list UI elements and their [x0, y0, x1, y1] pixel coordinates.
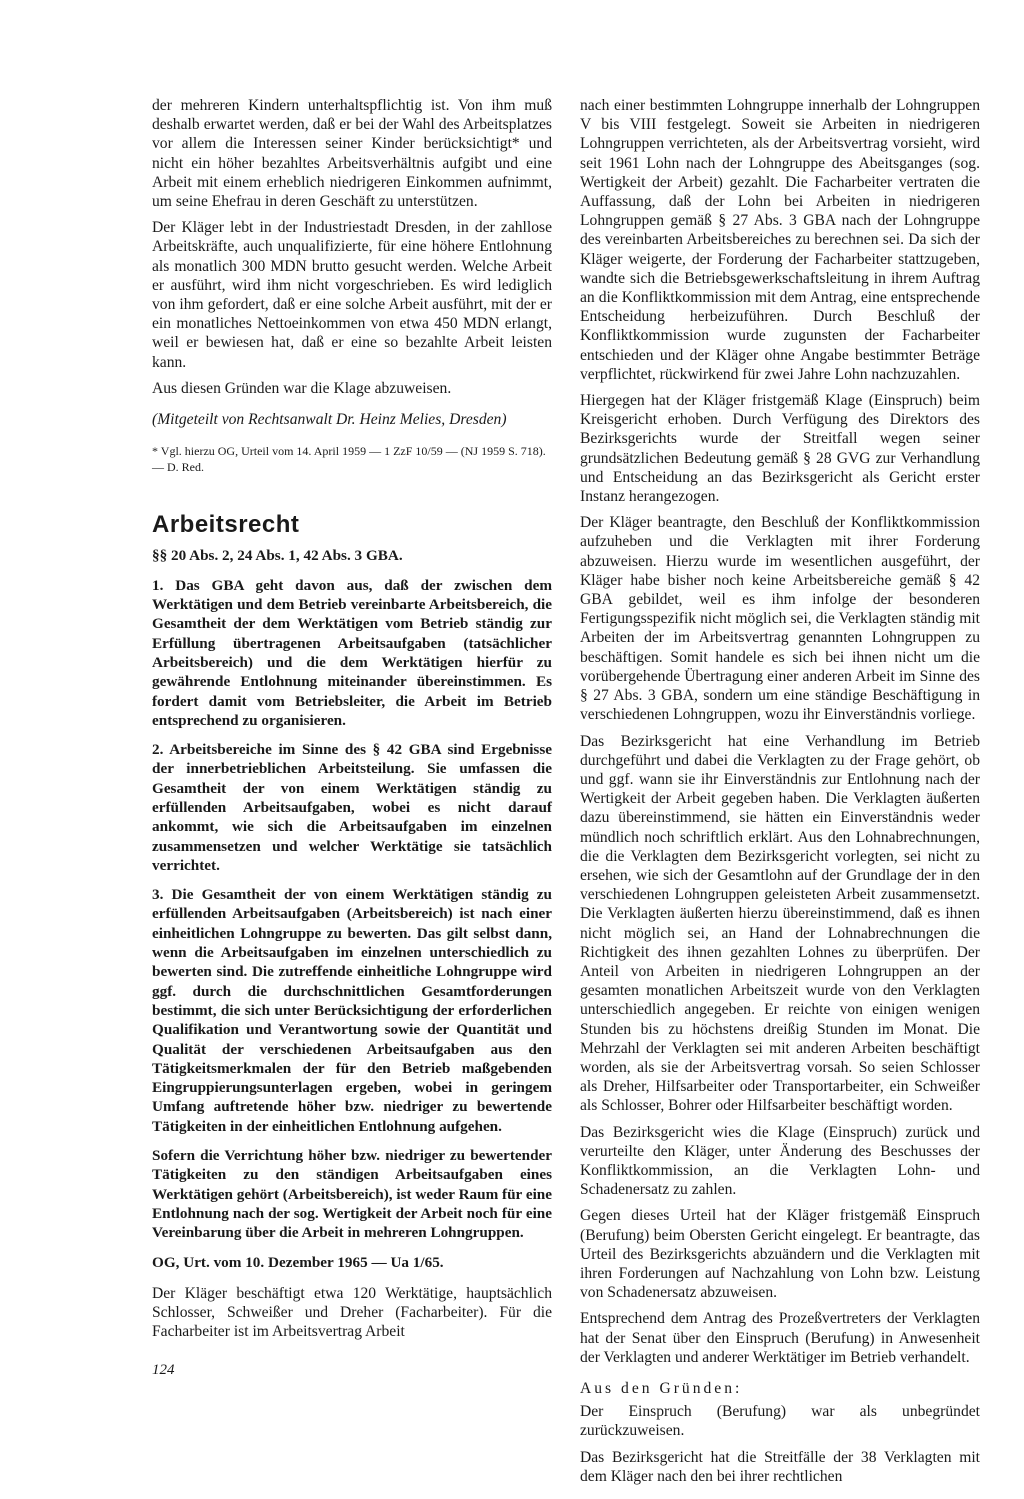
left-column	[152, 96, 552, 1348]
reasons-paragraph-1: Der Einspruch (Berufung) war als unbegründet zurückzuweisen.	[580, 1403, 980, 1440]
statute-reference: §§ 20 Abs. 2, 24 Abs. 1, 42 Abs. 3 GBA.	[152, 547, 403, 565]
case-start-paragraph: Der Kläger beschäftigt etwa 120 Werktätige, hauptsächlich Schlosser, Schweißer und Dreher (Facharbeiter). Für die Facharbeiter ist im Arbeitsvertrag Arbeit	[152, 1284, 552, 1341]
intro-paragraph-2: Der Kläger lebt in der Industriestadt Dresden, in der zahllose Arbeitskräfte, auch unqualifizierte, für eine höhere Entlohnung als monatlich 300 MDN brutto gesucht werden. Welche Arbeit er ausführt, wird ihm nicht vorgeschrieben. Es wird lediglich von ihm gefordert, daß er eine solche Arbeit ausführt, mit der er ein monatliches Nettoeinkommen von etwa 450 MDN erlangt, weil er bewiesen hat, daß er eine so bezahlte Arbeit leisten kann.	[152, 219, 552, 371]
case-citation: OG, Urt. vom 10. Dezember 1965 — Ua 1/65.	[152, 1253, 444, 1271]
headnote-3: 3. Die Gesamtheit der von einem Werktätigen ständig zu erfüllenden Arbeitsaufgaben (Arbeitsbereich) ist nach einer einheitlichen Lohngruppe zu bewerten. Das gilt selbst dann, wenn die Arbeitsaufgaben im einzelnen unterschiedlich zu bewerten sind. Die zutreffende einheitliche Lohngruppe wird ggf. durch die durchschnittlichen Gesamtforderungen bestimmt, die sich unter Berücksichtigung der erforderlichen Qualifikation und Verantwortung sowie der Quantität und Qualität der verschiedenen Arbeitsaufgaben aus den Tätigkeitsmerkmalen der für den Betrieb maßgebenden Eingruppierungsunterlagen ergeben, wobei in geringem Umfang auftretende höher bzw. niedriger zu bewertende Tätigkeiten in der einheitlichen Entlohnung aufgehen.	[152, 886, 552, 1135]
case-paragraph-7: Entsprechend dem Antrag des Prozeßvertreters der Verklagten hat der Senat über den Einspruch (Berufung) in Anwesenheit der Verklagten und anderer Werktätiger im Betrieb verhandelt.	[580, 1310, 980, 1366]
page-number: 124	[152, 1362, 175, 1378]
author-credit: (Mitgeteilt von Rechtsanwalt Dr. Heinz Melies, Dresden)	[152, 411, 507, 429]
intro-paragraph-1: der mehreren Kindern unterhaltspflichtig ist. Von ihm muß deshalb erwartet werden, daß er bei der Wahl des Arbeitsplatzes vor allem die Interessen seiner Kinder berücksichtigt* und nicht ein höher bezahltes Arbeitsverhältnis aufgibt und eine Arbeit mit einem erheblich niedrigeren Einkommen aufnimmt, um seine Ehefrau in deren Geschäft zu unterstützen.	[152, 97, 552, 211]
headnote-4: Sofern die Verrichtung höher bzw. niedriger zu bewertender Tätigkeiten zu den ständigen Arbeitsaufgaben eines Werktätigen gehört (Arbeitsbereich), ist weder Raum für eine Entlohnung nach der sog. Wertigkeit der Arbeit noch für eine Vereinbarung über die Arbeit in mehreren Lohngruppen.	[152, 1147, 552, 1242]
reasons-paragraph-2: Das Bezirksgericht hat die Streitfälle der 38 Verklagten mit dem Kläger nach den bei ihrer rechtlichen	[580, 1448, 980, 1485]
case-paragraph-5: Das Bezirksgericht wies die Klage (Einspruch) zurück und verurteilte den Kläger, unter Änderung des Beschusses der Konfliktkommission, an die Verklagten Lohn- und Schadenersatz zu zahlen.	[580, 1123, 980, 1199]
reasons-heading: Aus den Gründen:	[580, 1380, 743, 1397]
headnote-2: 2. Arbeitsbereiche im Sinne des § 42 GBA sind Ergebnisse der innerbetrieblichen Arbeitsteilung. Sie umfassen die Gesamtheit der von einem Werktätigen ständig zu erfüllenden Arbeitsaufgaben, wobei es nicht darauf ankommt, wie sich die Arbeitsaufgaben im einzelnen zusammensetzen und welcher Werktätige sie tatsächlich verrichtet.	[152, 741, 552, 874]
case-paragraph-4: Das Bezirksgericht hat eine Verhandlung im Betrieb durchgeführt und dabei die Verklagten zu der Frage gehört, ob und ggf. wann sie ihr Einverständnis zur Entlohnung nach der Wertigkeit der Arbeit gegeben haben. Die Verklagten äußerten dazu übereinstimmend, sie hätten ein Einverständnis weder mündlich noch schriftlich erklärt. Aus den Lohnabrechnungen, die die Verklagten dem Bezirksgericht vorlegten, sei nicht zu ersehen, wie sich der Gesamtlohn auf der Grundlage der in den verschiedenen Lohngruppen geleisteten Arbeit zusammensetzt. Die Verklagten äußerten hierzu übereinstimmend, daß es ihnen nicht möglich sei, an Hand der Lohnabrechnungen die Richtigkeit des ihnen gezahlten Lohnes zu überprüfen. Der Anteil von Arbeiten in niedrigeren Lohngruppen an der gesamten monatlichen Arbeitszeit wurde von den Verklagten unterschiedlich angegeben. Er reichte von einigen wenigen Stunden bis zu höchstens dreißig Stunden im Monat. Die Mehrzahl der Verklagten sei mit anderen Arbeiten beschäftigt worden, als sie der Arbeitsvertrag vorsah. So seien Schlosser als Dreher, Hilfsarbeiter oder Transportarbeiter, ein Schweißer als Schlosser, Bohrer oder Hilfsarbeiter beschäftigt worden.	[580, 732, 980, 1115]
intro-paragraph-3: Aus diesen Gründen war die Klage abzuweisen.	[152, 379, 452, 397]
headnote-1: 1. Das GBA geht davon aus, daß der zwischen dem Werktätigen und dem Betrieb vereinbarte Arbeitsbereich, die Gesamtheit der dem Werktätigen vom Betrieb ständig zur Erfüllung übertragenen Arbeitsaufgaben (tatsächlicher Arbeitsbereich) und die dem Werktätigen hierfür zu gewährende Entlohnung miteinander übereinstimmen. Es fordert damit vom Betriebsleiter, die Arbeit im Betrieb entsprechend zu organisieren.	[152, 576, 552, 729]
case-paragraph-2: Hiergegen hat der Kläger fristgemäß Klage (Einspruch) beim Kreisgericht erhoben. Durch Verfügung des Direktors des Bezirksgerichts wurde der Streitfall wegen seiner grundsätzlichen Bedeutung gemäß § 28 GVG zur Verhandlung und Entscheidung an das Bezirksgericht als Gericht erster Instanz herangezogen.	[580, 392, 980, 506]
right-column	[580, 96, 980, 1493]
case-paragraph-6: Gegen dieses Urteil hat der Kläger fristgemäß Einspruch (Berufung) beim Obersten Gericht eingelegt. Er beantragte, das Urteil des Bezirksgerichts abzuändern und die Verklagten mit ihren Forderungen auf Nachzahlung von Lohn bzw. Leistung von Schadenersatz abzuweisen.	[580, 1207, 980, 1302]
section-heading: Arbeitsrecht	[152, 511, 300, 539]
footnote: * Vgl. hierzu OG, Urteil vom 14. April 1959 — 1 ZzF 10/59 — (NJ 1959 S. 718). — D. Red.	[152, 444, 546, 474]
case-paragraph-1: nach einer bestimmten Lohngruppe innerhalb der Lohngruppen V bis VIII festgelegt. Soweit sie Arbeiten in niedrigeren Lohngruppen verrichteten, als der Arbeitsvertrag vorsieht, wird seit 1961 Lohn nach der Lohngruppe des Abeitsganges (sog. Wertigkeit der Arbeit) gezahlt. Die Facharbeiter vertraten die Auffassung, daß der Lohn bei Arbeiten in niedrigeren Lohngruppen gemäß § 27 Abs. 3 GBA nach der Lohngruppe des vereinbarten Arbeitsbereiches zu berechnen sei. Da sich der Kläger weigerte, der Forderung der Facharbeiter stattzugeben, wandte sich die Betriebsgewerkschaftsleitung in ihrem Auftrag an die Konfliktkommission mit dem Antrag, eine entsprechende Entscheidung herbeizuführen. Durch Beschluß der Konfliktkommission wurde zugunsten der Facharbeiter entschieden und der Kläger ohne Angabe bestimmter Beträge verpflichtet, rückwirkend für zwei Jahre Lohn nachzuzahlen.	[580, 97, 980, 383]
case-paragraph-3: Der Kläger beantragte, den Beschluß der Konfliktkommission aufzuheben und die Verklagten mit ihrer Forderung abzuweisen. Hierzu wurde im wesentlichen ausgeführt, der Kläger habe bisher noch keine Arbeitsbereiche gemäß § 42 GBA gebildet, weil es ihm infolge der besonderen Fertigungsspezifik nicht möglich sei, die Verklagten ständig mit Arbeiten der im Arbeitsvertrag genannten Lohngruppen zu beschäftigen. Somit handele es sich bei ihnen nicht um die vorübergehende Übertragung einer anderen Arbeit im Sinne des § 27 Abs. 3 GBA, sondern um eine ständige Beschäftigung in verschiedenen Lohngruppen, wozu ihr Einverständnis vorliege.	[580, 514, 980, 724]
